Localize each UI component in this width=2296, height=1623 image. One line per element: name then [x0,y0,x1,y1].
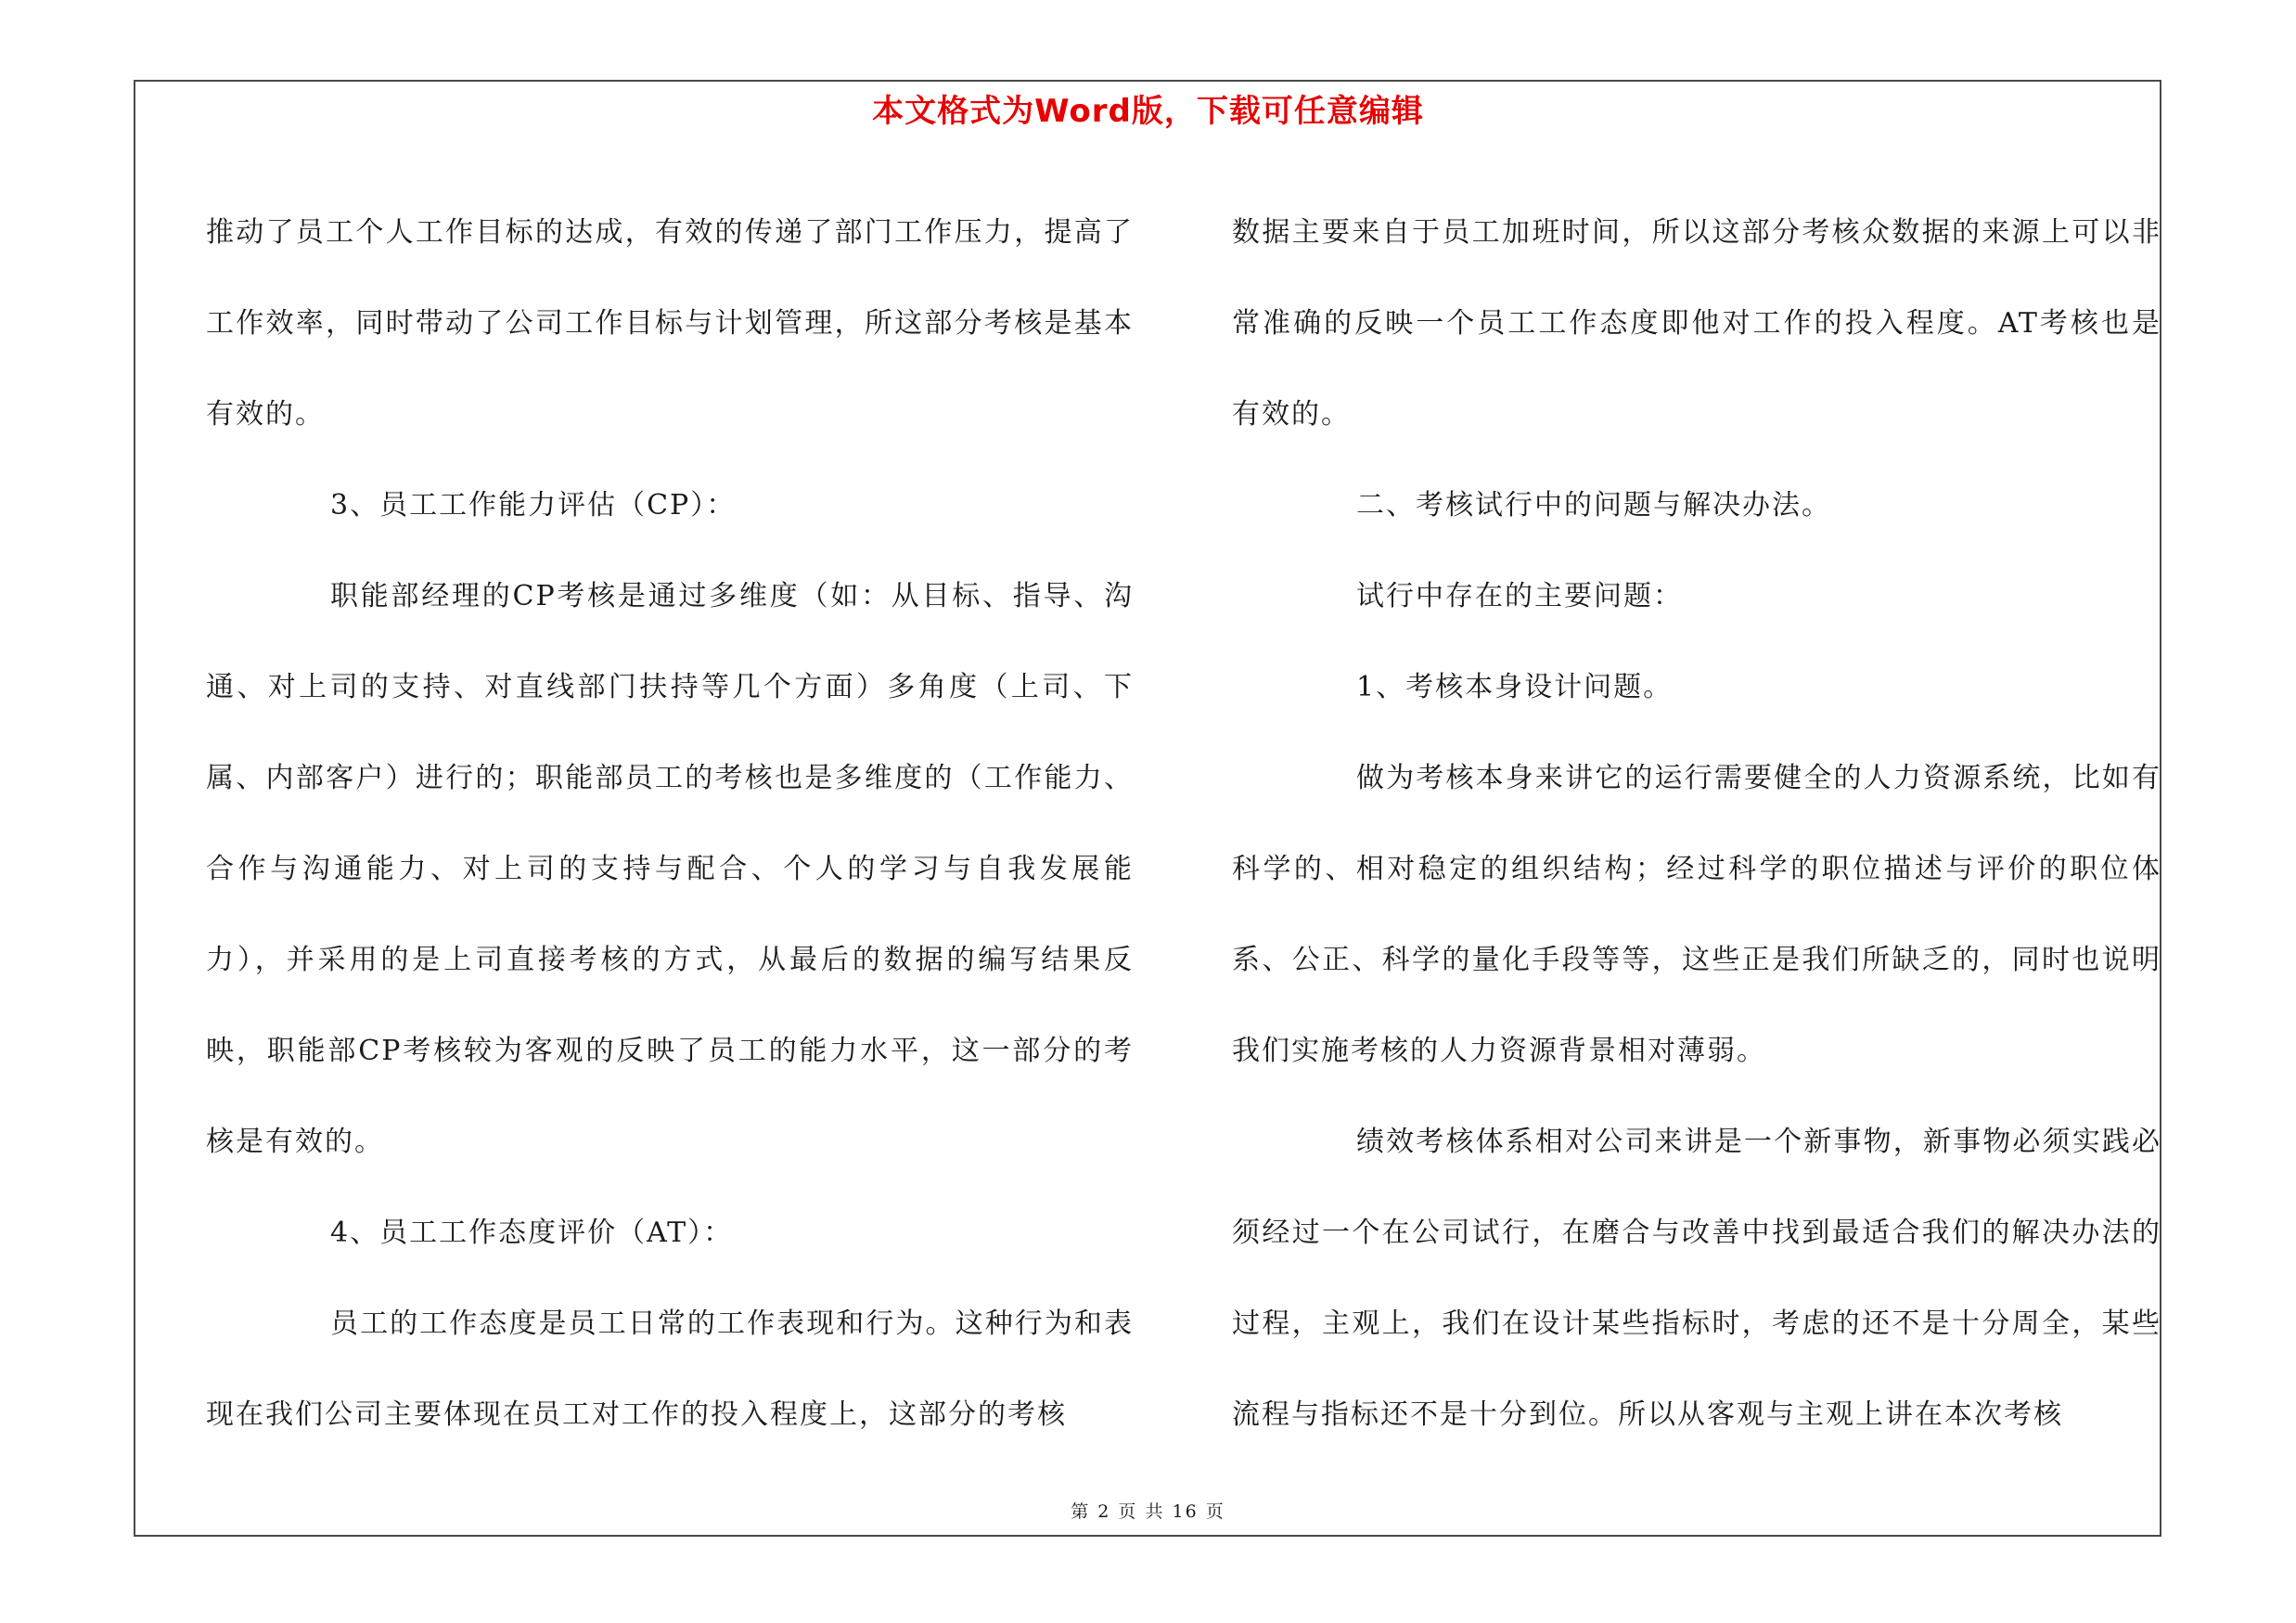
format-banner: 本文格式为Word版，下载可任意编辑 [872,93,1424,130]
section-heading: 3、员工工作能力评估（CP）： [330,489,737,522]
section-heading: 二、考核试行中的问题与解决办法。 [1356,489,1831,522]
paragraph: 做为考核本身来讲它的运行需要健全的人力资源系统，比如有科学的、相对稳定的组织结构；经过科学的职位描述与评价的职位体系、公正、科学的量化手段等等，这些正是我们所缺乏的，同时也说明我们实施考核的人力资源背景相对薄弱。 [1232,762,2161,1067]
paragraph: 绩效考核体系相对公司来讲是一个新事物，新事物必须实践必须经过一个在公司试行，在磨合与改善中找到最适合我们的解决办法的过程，主观上，我们在设计某些指标时，考虑的还不是十分周全，某些流程与指标还不是十分到位。所以从客观与主观上讲在本次考核 [1232,1126,2161,1431]
paragraph: 职能部经理的CP考核是通过多维度（如：从目标、指导、沟通、对上司的支持、对直线部门扶持等几个方面）多角度（上司、下属、内部客户）进行的；职能部员工的考核也是多维度的（工作能力、合作与沟通能力、对上司的支持与配合、个人的学习与自我发展能力），并采用的是上司直接考核的方式，从最后的数据的编写结果反映，职能部CP考核较为客观的反映了员工的能力水平，这一部分的考核是有效的。 [206,580,1134,1158]
paragraph: 数据主要来自于员工加班时间，所以这部分考核众数据的来源上可以非常准确的反映一个员工工作态度即他对工作的投入程度。AT考核也是有效的。 [1232,216,2161,431]
paragraph: 员工的工作态度是员工日常的工作表现和行为。这种行为和表现在我们公司主要体现在员工对工作的投入程度上，这部分的考核 [206,1307,1134,1431]
right-column [1232,187,2161,1461]
left-column [206,187,1134,1461]
section-heading: 1、考核本身设计问题。 [1356,671,1674,703]
page-number: 第 2 页 共 16 页 [1071,1501,1225,1522]
paragraph: 推动了员工个人工作目标的达成，有效的传递了部门工作压力，提高了工作效率，同时带动了公司工作目标与计划管理，所这部分考核是基本有效的。 [206,216,1134,431]
paragraph: 试行中存在的主要问题： [1356,580,1683,612]
section-heading: 4、员工工作态度评价（AT）： [330,1217,734,1249]
